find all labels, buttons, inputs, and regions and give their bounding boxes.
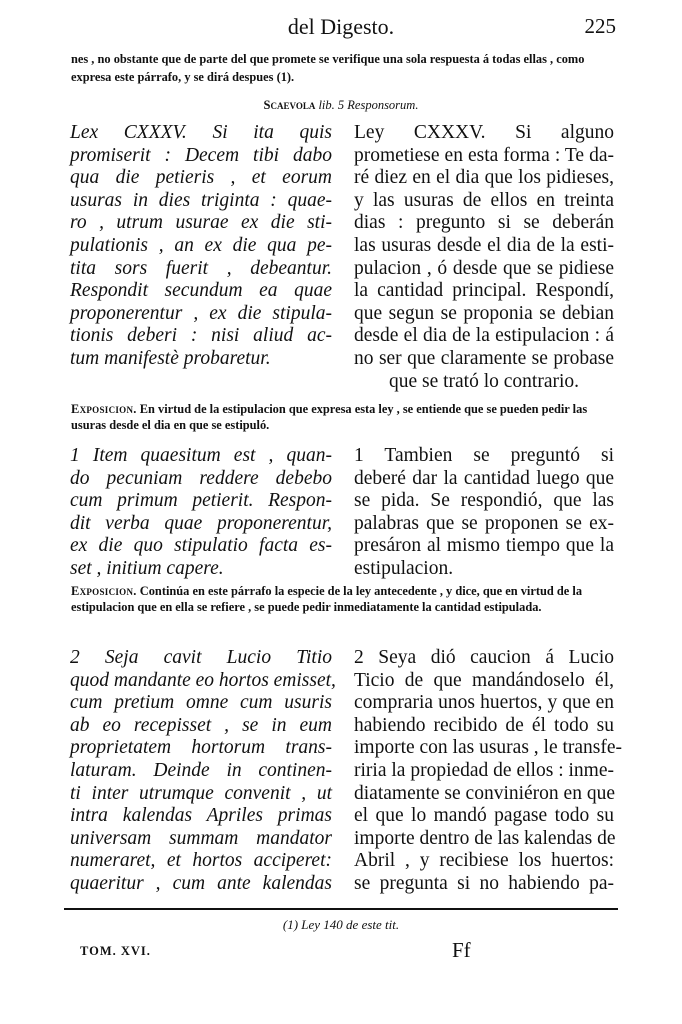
- latin-line: promiserit : Decem tibi dabo: [70, 144, 332, 166]
- spanish-line: dias : pregunto si se deberán: [354, 212, 614, 234]
- spanish-line: ré diez en el dia que los pidieses,: [354, 167, 614, 189]
- exposition-text: Continúa en este párrafo la especie de la ley antecedente , y dice, que en virtud de la estipulacion que en ella se refiere , se puede pedir inmediatamente la cantidad estipulada.: [71, 584, 583, 614]
- latin-line: cum primum petierit. Respon-: [70, 490, 332, 512]
- page-number: 225: [584, 14, 616, 38]
- spanish-column-paragraph-1: [354, 445, 614, 581]
- latin-column-paragraph-2: [70, 647, 336, 896]
- latin-line: do pecuniam reddere debebo: [70, 467, 332, 489]
- footnote-text: (1) Ley 140 de este tit.: [282, 917, 400, 932]
- spanish-line: el que lo mandó pagase todo su: [354, 805, 614, 827]
- latin-line: tum manifestè probaretur.: [70, 347, 271, 369]
- exposition-text: En virtud de la estipulacion que expresa esta ley , se entiende que se pueden pedir las usuras desde el dia en que se estipuló.: [71, 402, 588, 432]
- spanish-line: las usuras desde el dia de la esti-: [354, 234, 614, 256]
- spanish-line: compraria unos huertos, y que en: [354, 692, 614, 714]
- latin-line: ti inter utrumque convenit , ut: [70, 782, 332, 804]
- latin-column-lex-135: [70, 122, 332, 371]
- spanish-line: habiendo recibido de él todo su: [354, 714, 614, 736]
- latin-line: ab eo recepisset , se in eum: [70, 714, 332, 736]
- latin-line: proprietatem hortorum trans-: [70, 737, 332, 759]
- exposition-label: Exposicion.: [71, 402, 137, 416]
- spanish-line: se pida. Se respondió, que las: [354, 490, 614, 512]
- latin-line: universam summam mandator: [70, 827, 332, 849]
- exposition-note: [71, 584, 611, 615]
- latin-line: proponerentur , ex die stipula-: [70, 302, 332, 324]
- spanish-line: estipulacion.: [354, 557, 454, 579]
- spanish-line: deberé dar la cantidad luego que: [354, 467, 614, 489]
- latin-line: ro , utrum usurae ex die sti-: [70, 212, 332, 234]
- spanish-line: no ser que claramente se probase: [354, 347, 614, 369]
- spanish-line: diatamente se conviniéron en que: [354, 782, 615, 804]
- signature-mark: Ff: [452, 938, 471, 962]
- latin-line: ex die quo stipulatio facta es-: [70, 535, 332, 557]
- latin-line: set , initium capere.: [70, 557, 224, 579]
- spanish-line: Ley CXXXV. Si alguno: [354, 122, 614, 143]
- continued-exposition-text: nes , no obstante que de parte del que promete se verifique una sola respuesta á todas ellas , como expresa este párrafo, y se dirá despues (1).: [71, 52, 585, 84]
- exposition-note: [71, 402, 611, 433]
- source-citation: [0, 98, 682, 113]
- latin-line: qua die petieris , et eorum: [70, 167, 332, 189]
- spanish-column-paragraph-2: [354, 647, 623, 896]
- spanish-line: que segun se proponia se debian: [354, 302, 614, 324]
- exposition-label: Exposicion.: [71, 584, 137, 598]
- spanish-line: riria la propiedad de ellos : inme-: [354, 759, 614, 781]
- spanish-line: presáron al mismo tiempo que la: [354, 535, 614, 557]
- volume-label: TOM. XVI.: [80, 944, 151, 958]
- running-head: del Digesto.: [287, 14, 395, 39]
- latin-line: intra kalendas Apriles primas: [70, 805, 332, 827]
- spanish-line: que se trató lo contrario.: [388, 370, 580, 392]
- source-work: lib. 5 Responsorum.: [318, 98, 419, 112]
- latin-line: cum pretium omne cum usuris: [70, 692, 332, 714]
- spanish-line: y las usuras de ellos en treinta: [354, 189, 614, 211]
- spanish-line: la cantidad principal. Respondí,: [354, 280, 614, 302]
- latin-line: dit verba quae proponerentur,: [70, 512, 332, 534]
- spanish-line: Ticio de que mandándoselo él,: [354, 669, 614, 691]
- spanish-line: pulacion , ó desde que se pidiese: [354, 257, 614, 279]
- latin-line: Lex CXXXV. Si ita quis: [70, 122, 332, 143]
- spanish-line: desde el dia de la estipulacion : á: [354, 325, 614, 347]
- latin-line: tita sors fuerit , debeantur.: [70, 257, 332, 279]
- latin-line: numeraret, et hortos acciperet:: [70, 850, 332, 872]
- spanish-line: prometiese en esta forma : Te da-: [354, 144, 614, 166]
- latin-line: quaeritur , cum ante kalendas: [70, 872, 332, 894]
- spanish-line: importe con las usuras , le transfe-: [354, 737, 623, 759]
- spanish-line: palabras que se proponen se ex-: [354, 512, 614, 534]
- latin-line: Respondit secundum ea quae: [70, 280, 332, 302]
- latin-line: pulationis , an ex die qua pe-: [70, 234, 332, 256]
- spanish-column-ley-135: [354, 122, 614, 393]
- spanish-line: 2 Seya dió caucion á Lucio: [354, 647, 614, 668]
- latin-line: tionis deberi : nisi aliud ac-: [70, 325, 332, 347]
- spanish-line: se pregunta si no habiendo pa-: [354, 872, 614, 894]
- latin-line: 2 Seja cavit Lucio Titio: [70, 647, 332, 668]
- latin-line: 1 Item quaesitum est , quan-: [70, 445, 332, 466]
- latin-line: usuras in dies triginta : quae-: [70, 189, 332, 211]
- latin-column-paragraph-1: [70, 445, 332, 581]
- spanish-line: 1 Tambien se preguntó si: [354, 445, 614, 466]
- latin-line: laturam. Deinde in continen-: [70, 759, 332, 781]
- latin-line: quod mandante eo hortos emisset,: [70, 669, 336, 691]
- footnote-rule: [64, 908, 618, 910]
- source-author: Scaevola: [263, 98, 316, 112]
- spanish-line: importe dentro de las kalendas de: [354, 827, 616, 849]
- footnote: [0, 917, 682, 933]
- spanish-line: Abril , y recibiese los huertos:: [354, 850, 614, 872]
